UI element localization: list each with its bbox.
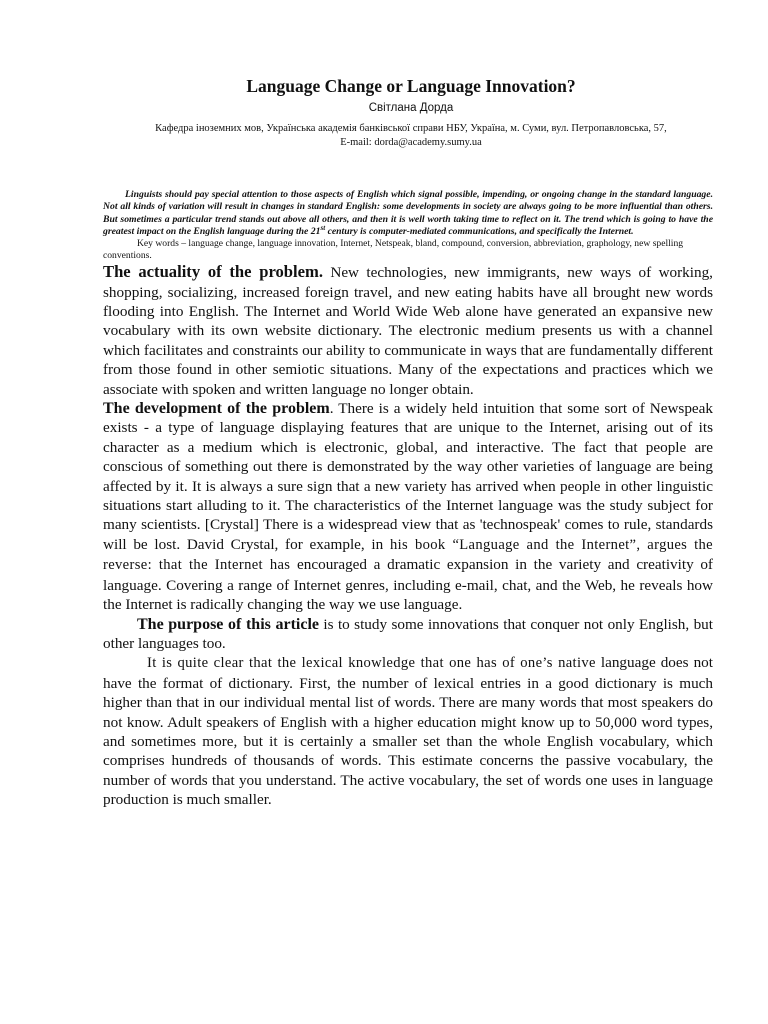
keywords: Key words – language change, language innovation, Internet, Netspeak, bland, compound, conversion, abbreviation, graphology, new spelling conventions. bbox=[103, 238, 684, 262]
paragraph-purpose bbox=[103, 615, 713, 654]
section-lead-purpose: The purpose of this article bbox=[137, 615, 319, 633]
affiliation-line-1: Кафедра іноземних мов, Українська академія банківської справи НБУ, Україна, м. Суми, вул. Петропавловська, 57, bbox=[155, 123, 667, 134]
section-lead-development: The development of the problem bbox=[103, 400, 330, 418]
paragraph-lexical bbox=[103, 653, 713, 809]
paper-page bbox=[103, 74, 713, 810]
paragraph-development-text-c: encouraged a dramatic expansion in the variety and creativity of language. Covering a range of Internet genres, including e-mail, chat, and the Web, he reveals how the Internet is radically changing the way we use language. bbox=[103, 556, 713, 614]
author-email: E-mail: dorda@academy.sumy.ua bbox=[340, 137, 482, 148]
paragraph-development-text-b: his book “Language and the Internet”, argues the reverse: that the Internet has bbox=[103, 536, 714, 574]
section-lead-actuality: The actuality of the problem. bbox=[103, 262, 323, 282]
paragraph-development-text-a: . There is a widely held intuition that some sort of Newspeak exists - a type of language displaying features that are unique to the Internet, arising out of its character as a medium which is electronic, global, and interactive. The fact that people are conscious of something out there is demonstrated by the way other varieties of language are being affected by it. It is always a sure sign that a new variety has arrived when people in other linguistic situations start alluding to it. The characteristics of the Internet language was the study subject for many scientists. [Crystal] There is a widespread view that as 'technospeak' comes to rule, standards will be lost. David Crystal, for example, in bbox=[103, 400, 714, 553]
paragraph-actuality bbox=[103, 262, 713, 399]
paragraph-development bbox=[103, 399, 713, 614]
paragraph-actuality-text: New technologies, new immigrants, new ways of working, shopping, socializing, increased foreign travel, and new eating habits have all brought new words flooding into English. The Internet and World Wide Web alone have generated an expansive new vocabulary with its own website dictionary. The electronic medium presents us with a channel which facilitates and constraints our ability to communicate in ways that are fundamentally different from those found in other semiotic situations. Many of the expectations and practices which we associate with spoken and written language no longer obtain. bbox=[103, 264, 713, 398]
paragraph-purpose-text: is to study some innovations that conquer not only English, but other languages too. bbox=[103, 615, 713, 652]
affiliation bbox=[103, 122, 713, 150]
abstract-text: Linguists should pay special attention to those aspects of English which signal possible, impending, or ongoing change in the standard language. Not all kinds of variation will result in changes in standard English: some developments in society are always going to be more influential than others. But sometimes a particular trend stands out above all others, and then it is well worth taking time to reflect on it. The trend which is going to have the greatest impact on the English language during the 21 bbox=[103, 189, 713, 237]
paper-title: Language Change or Language Innovation? bbox=[246, 76, 576, 96]
abstract-tail: century is computer-mediated communications, and specifically the Internet. bbox=[325, 225, 634, 237]
abstract bbox=[103, 189, 713, 238]
paragraph-lexical-text-b: language does not have the format of dictionary. First, the number of lexical entries in a good dictionary is much higher than that in our individual mental list of words. There are many words that most speakers do not know. Adult speakers of English with a higher education might know up to 50,000 word types, and sometimes more, but it is certainly a smaller set than the whole English vocabulary, which comprises hundreds of thousands of words. This estimate concerns the passive vocabulary, the number of words that you understand. The active vocabulary, the set of words one uses in language production is much smaller. bbox=[103, 654, 713, 809]
article-body bbox=[103, 262, 713, 809]
abstract-superscript: st bbox=[320, 223, 326, 232]
paragraph-lexical-text-a: It is quite clear that the lexical knowledge that one has of one’s native bbox=[147, 655, 596, 672]
author-name: Світлана Дорда bbox=[368, 102, 454, 114]
